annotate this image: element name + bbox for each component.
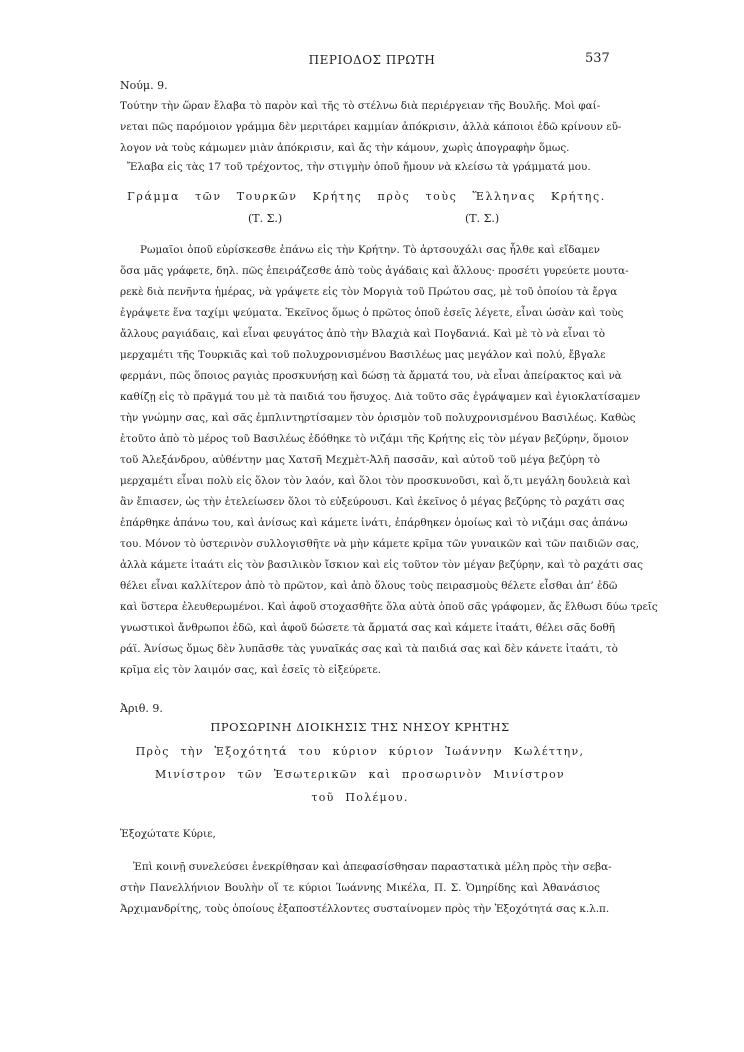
letter-heading: Γράμμα τῶν Τουρκῶν Κρήτης πρὸς τοὺς Ἕλληνας Κρήτης. [127,190,606,203]
letter-line: μερχαμέτι εἶναι πολὺ εἰς ὅλον τὸν λαόν, καὶ ὅλοι τὸν προσκυνοῦσι, καὶ ὅ,τι μεγάλη δουλειὰ καὶ [120,475,631,487]
letter-line: τοῦ Ἀλεξάνδρου, αὐθέντην μας Χατσῆ Μεχμὲτ-Ἀλῆ πασσᾶν, καὶ αὐτοῦ τοῦ μέγα βεζύρη τὸ [120,454,600,466]
letter-line: ράϊ. Ἀνίσως ὅμως δὲν λυπᾶσθε τὰς γυναῖκάς σας καὶ τὰ παιδιά σας καὶ δὲν κάνετε ἰταάτι, τὸ [120,643,618,655]
letter-line: καθίζῃ εἰς τὸ πρᾶγμά του μὲ τὰ παιδιά του ἥσυχος. Διὰ τοῦτο σᾶς ἐγράψαμεν καὶ ἐγιοκλατίσαμεν [120,391,641,403]
note-line: νεται πῶς παρόμοιον γράμμα δὲν μεριτάρει καμμίαν ἀπόκρισιν, ἀλλὰ κάποιοι ἐδῶ κρίνουν εὔ- [120,121,622,133]
doc-line: Ἐπὶ κοινῇ συνελεύσει ἐνεκρίθησαν καὶ ἀπεφασίσθησαν παραστατικὰ μέλη πρὸς τὴν σεβα- [133,861,612,873]
letter-last-line: κρῖμα εἰς τὸν λαιμόν σας, καὶ ἐσεῖς τὸ εἰξεύρετε. [120,664,382,676]
address-line: Μινίστρον τῶν Ἐσωτερικῶν καὶ προσωρινὸν Μινίστρον [155,768,565,781]
letter-line: ὅσα μᾶς γράφετε, δηλ. πῶς ἐπειράζεσθε ἀπὸ τοὺς ἀγάδαις καὶ ἄλλους· προσέτι γυρεύετε μουτα- [120,265,629,277]
letter-line: ἐπάρθηκε ἀπάνω του, καὶ ἀνίσως καὶ κάμετε ἰνάτι, ἐπάρθηκεν ὁμοίως καὶ τὸ νιζάμι σας ἀπάνω [120,517,628,529]
address-line: τοῦ Πολέμου. [311,791,409,804]
letter-line: φερμάνι, πῶς ὅποιος ραγιὰς προσκυνήσῃ καὶ δώσῃ τὰ ἄρματά του, νὰ εἶναι ἀπείρακτος καὶ νὰ [120,370,622,382]
letter-line: του. Μόνον τὸ ὑστερινὸν συλλογισθῆτε νὰ μὴν κάμετε κρῖμα τῶν γυναικῶν καὶ τῶν παιδιῶν σας, [120,538,640,550]
doc-line: στὴν Πανελλήνιον Βουλὴν οἵ τε κύριοι Ἰωάννης Μικέλα, Π. Σ. Ὁμηρίδης καὶ Ἀθανάσιος [120,882,600,894]
letter-line: μερχαμέτι τῆς Τουρκιᾶς καὶ τοῦ πολυχρονισμένου Βασιλέως μας μεγάλον καὶ πολύ, ἔβγαλε [120,349,606,361]
seal-right: (Τ. Σ.) [465,212,500,225]
address-line: Πρὸς τὴν Ἐξοχότητά του κύριον κύριον Ἰωάννην Κωλέττην, [135,745,585,758]
letter-line: τὴν γνώμην σας, καὶ σᾶς ἐμπλιντηρτίσαμεν τὸν ὁρισμὸν τοῦ πολυχρονισμένου Βασιλέως. Καθὼς [120,412,636,424]
letter-line: ἄλλους ραγιάδαις, καὶ εἶναι φευγάτος ἀπὸ τὴν Βλαχιὰ καὶ Πογδανιά. Καὶ μὲ τὸ νὰ εἶναι τὸ [120,328,605,340]
note-line: Τούτην τὴν ὥραν ἔλαβα τὸ παρὸν καὶ τῆς τὸ στέλνω διὰ περιέργειαν τῆς Βουλῆς. Μοὶ φαί- [120,100,601,112]
letter-line: Ρωμαῖοι ὁποῦ εὑρίσκεσθε ἐπάνω εἰς τὴν Κρήτην. Τὸ ἀρτσουχάλι σας ἦλθε καὶ εἴδαμεν [140,244,600,256]
doc-number: Ἀριθ. 9. [120,702,163,715]
letter-line: ἀλλὰ κάμετε ἰταάτι εἰς τὸν βασιλικὸν ἴσκιον καὶ εἰς τοῦτον τὸν μέγαν βεζύρην, καὶ τὸ ραχάτι σας [120,559,643,571]
note-last-line: Ἔλαβα εἰς τὰς 17 τοῦ τρέχοντος, τὴν στιγμὴν ὁποῦ ἤμουν νὰ κλείσω τὰ γράμματά μου. [127,161,591,173]
doc-title: ΠΡΟΣΩΡΙΝΗ ΔΙΟΙΚΗΣΙΣ ΤΗΣ ΝΗΣΟΥ ΚΡΗΤΗΣ [210,720,510,734]
doc-line: Ἀρχιμανδρίτης, τοὺς ὁποίους ἐξαποστέλλοντες συσταίνομεν πρὸς τὴν Ἐξοχότητά σας κ.λ.π. [120,903,610,915]
letter-line: γνωστικοὶ ἄνθρωποι ἐδῶ, καὶ ἀφοῦ δώσετε τὰ ἄρματά σας καὶ κάμετε ἰταάτι, θέλει σᾶς δοθῆ [120,622,616,634]
seal-left: (Τ. Σ.) [248,212,283,225]
letter-line: ἂν ἔπιασεν, ὡς τὴν ἐτελείωσεν ὅλοι τὸ εὑξεύρουσι. Καὶ ἐκεῖνος ὁ μέγας βεζύρης τὸ ραχάτι σας [120,496,625,508]
letter-line: ἐγράψετε ἕνα ταχίμι ψεύματα. Ἐκεῖνος ὅμως ὁ πρῶτος ὁποῦ ἐσεῖς λέγετε, εἶναι ὡσὰν καὶ τοὺς [120,307,624,319]
letter-line: ἐτοῦτο ἀπὸ τὸ μέρος τοῦ Βασιλέως ἐδόθηκε τὸ νιζάμι τῆς Κρήτης εἰς τὸν μέγαν βεζύρην, ὅμοιον [120,433,629,445]
page-number: 537 [585,51,610,66]
letter-line: ρεκὲ διὰ πενῆντα ἡμέρας, νὰ γράψετε εἰς τὸν Μοργιὰ τοῦ Πρώτου σας, μὲ τοῦ ὁποίου τὰ ἔργα [120,286,618,298]
letter-line: θέλει εἶναι καλλίτερον ἀπὸ τὸ πρῶτον, καὶ ἀπὸ ὅλους τοὺς πειρασμοὺς θέλετε εἶσθαι ἀπ’ ἐδῶ [120,580,618,592]
note-label: Νούμ. 9. [120,79,168,92]
note-line: λογον νὰ τοὺς κάμωμεν μιὰν ἀπόκρισιν, καὶ ἄς τὴν κάμουν, χωρὶς ἀπογραφὴν ὅμως. [120,142,570,154]
letter-line: καὶ ὕστερα ἐλευθερωμένοι. Καὶ ἀφοῦ στοχασθῆτε ὅλα αὐτὰ ὁποῦ σᾶς γράφομεν, ἄς ἔλθωσι δύω τρεῖς [120,601,658,613]
running-header-title: ΠΕΡΙΟΔΟΣ ΠΡΩΤΗ [308,53,436,67]
salutation: Ἐξοχώτατε Κύριε, [120,828,216,840]
